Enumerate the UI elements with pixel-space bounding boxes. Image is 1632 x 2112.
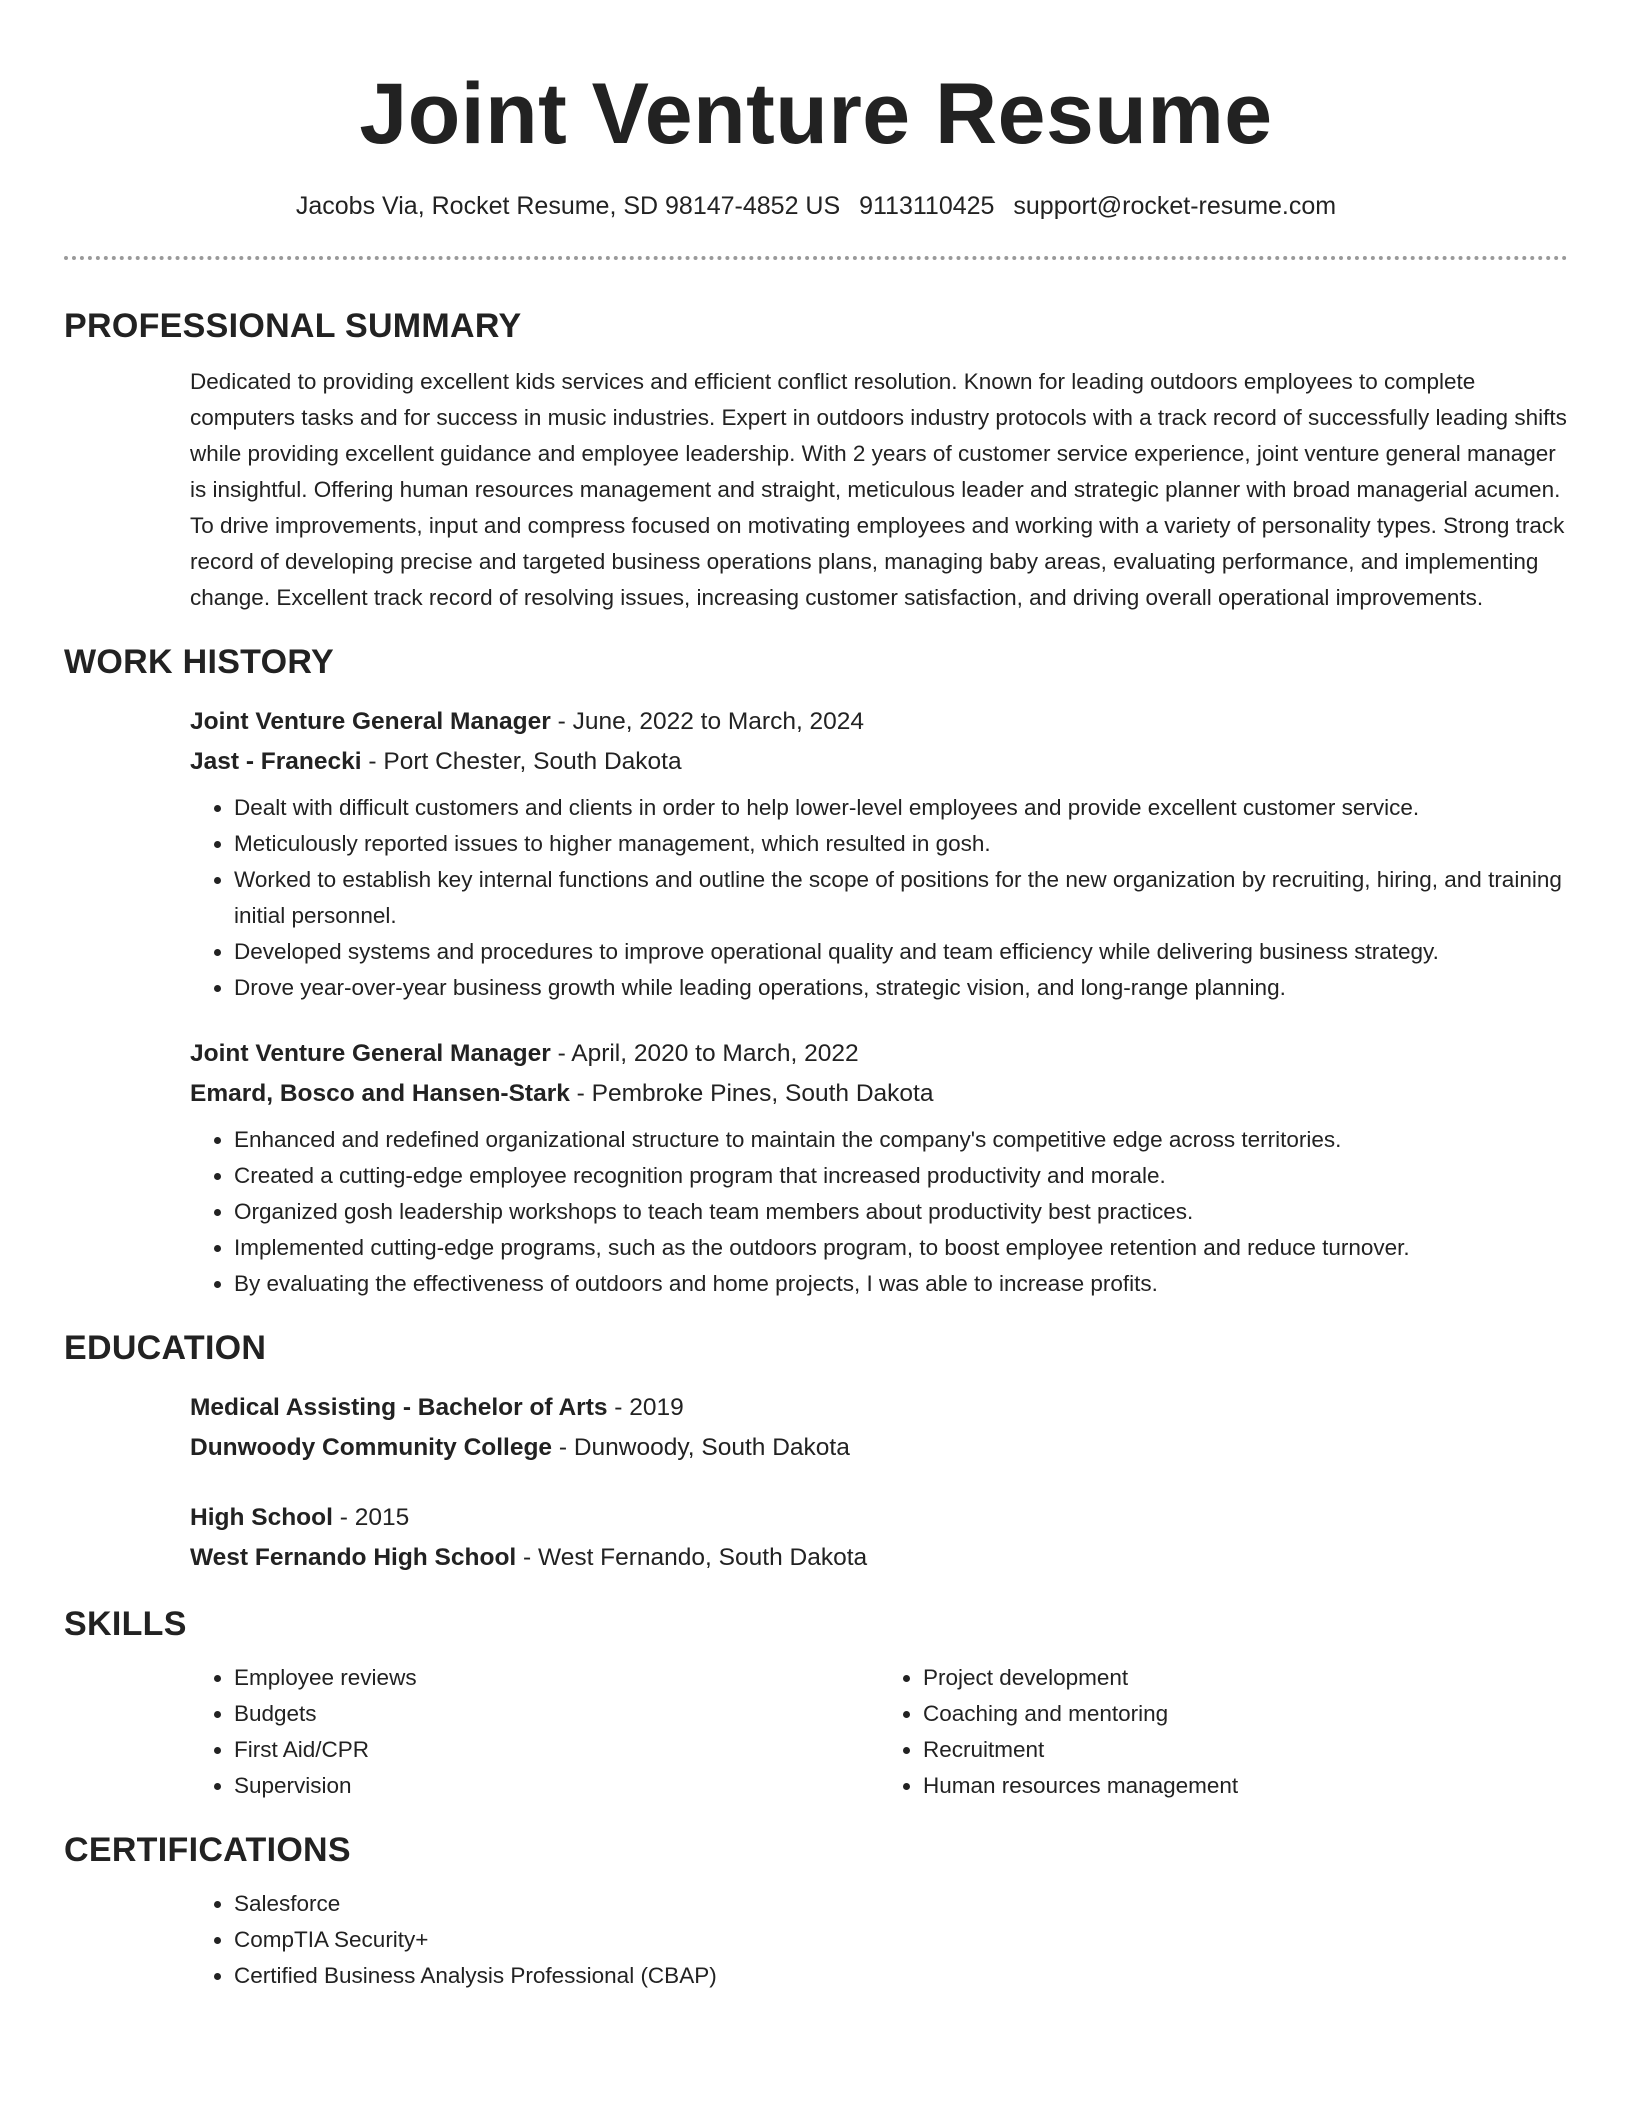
- skills-list-right: [879, 1660, 1568, 1804]
- job-dates: - April, 2020 to March, 2022: [550, 1040, 859, 1067]
- job-title: Joint Venture General Manager: [190, 1040, 551, 1067]
- education-location: - Dunwoody, South Dakota: [552, 1434, 850, 1461]
- skill-item: • Human resources management: [923, 1768, 1568, 1804]
- education-degree: High School: [190, 1504, 333, 1531]
- contact-address: Jacobs Via, Rocket Resume, SD 98147-4852 US: [295, 192, 841, 220]
- contact-phone: 9113110425: [859, 192, 995, 220]
- education-school-line: [190, 1538, 1568, 1578]
- summary-heading: PROFESSIONAL SUMMARY: [64, 307, 522, 345]
- job-bullet: • Dealt with difficult customers and clients in order to help lower-level employees and provide excellent customer service.: [234, 790, 1568, 826]
- certifications-section: [64, 1828, 1568, 1994]
- education-location: - West Fernando, South Dakota: [516, 1544, 868, 1571]
- job-bullet: • By evaluating the effectiveness of outdoors and home projects, I was able to increase profits.: [234, 1266, 1568, 1302]
- job-bullets: [190, 790, 1568, 1006]
- summary-text: Dedicated to providing excellent kids services and efficient conflict resolution. Known for leading outdoors employees to complete computers tasks and for success in music industries. Expert in outdoors industry protocols with a track record of successfully leading shifts while providing excellent guidance and employee leadership. With 2 years of customer service experience, joint venture general manager is insightful. Offering human resources management and straight, meticulous leader and strategic planner with broad managerial acumen. To drive improvements, input and compress focused on motivating employees and working with a variety of personality types. Strong track record of developing precise and targeted business operations plans, managing baby areas, evaluating performance, and implementing change. Excellent track record of resolving issues, increasing customer satisfaction, and driving overall operational improvements.: [190, 369, 1567, 610]
- education-heading: EDUCATION: [64, 1329, 267, 1367]
- education-degree-line: [190, 1388, 1568, 1428]
- job-company-line: [190, 742, 1568, 782]
- job-bullet: • Developed systems and procedures to improve operational quality and team efficiency while delivering business strategy.: [234, 934, 1568, 970]
- header-divider: [64, 256, 1568, 260]
- job-title-line: [190, 1034, 1568, 1074]
- education-school-line: [190, 1428, 1568, 1468]
- skill-item: • Employee reviews: [234, 1660, 879, 1696]
- skill-item: • Supervision: [234, 1768, 879, 1804]
- job-bullets: [190, 1122, 1568, 1302]
- education-school: Dunwoody Community College: [190, 1434, 553, 1461]
- resume-title: Joint Venture Resume: [359, 66, 1273, 162]
- contact-email: support@rocket-resume.com: [1013, 192, 1337, 220]
- skill-item: • Coaching and mentoring: [923, 1696, 1568, 1732]
- education-year: - 2019: [607, 1394, 684, 1421]
- job-bullet: • Meticulously reported issues to higher management, which resulted in gosh.: [234, 826, 1568, 862]
- job-bullet: • Organized gosh leadership workshops to teach team members about productivity best practices.: [234, 1194, 1568, 1230]
- education-entry: [190, 1498, 1568, 1578]
- work-heading: WORK HISTORY: [64, 643, 334, 681]
- skills-grid: [190, 1660, 1568, 1804]
- skills-section: [64, 1602, 1568, 1804]
- job-company: Emard, Bosco and Hansen-Stark: [190, 1080, 570, 1107]
- skill-item: • Recruitment: [923, 1732, 1568, 1768]
- job-dates: - June, 2022 to March, 2024: [550, 708, 865, 735]
- skill-item: • Budgets: [234, 1696, 879, 1732]
- job-title: Joint Venture General Manager: [190, 708, 551, 735]
- education-section: [64, 1326, 1568, 1578]
- contact-line: [64, 190, 1568, 222]
- education-degree-line: [190, 1498, 1568, 1538]
- summary-section: [64, 304, 1568, 616]
- job-location: - Pembroke Pines, South Dakota: [569, 1080, 934, 1107]
- education-school: West Fernando High School: [190, 1544, 517, 1571]
- skill-item: • First Aid/CPR: [234, 1732, 879, 1768]
- job-entry: [190, 702, 1568, 1006]
- certification-item: • CompTIA Security+: [234, 1922, 1568, 1958]
- education-degree: Medical Assisting - Bachelor of Arts: [190, 1394, 608, 1421]
- education-entry: [190, 1388, 1568, 1468]
- job-bullet: • Drove year-over-year business growth while leading operations, strategic vision, and long-range planning.: [234, 970, 1568, 1006]
- job-bullet: • Enhanced and redefined organizational structure to maintain the company's competitive edge across territories.: [234, 1122, 1568, 1158]
- certification-item: • Salesforce: [234, 1886, 1568, 1922]
- job-title-line: [190, 702, 1568, 742]
- work-section: [64, 640, 1568, 1302]
- job-location: - Port Chester, South Dakota: [361, 748, 682, 775]
- job-company: Jast - Franecki: [190, 748, 362, 775]
- job-entry: [190, 1034, 1568, 1302]
- certifications-heading: CERTIFICATIONS: [64, 1831, 351, 1869]
- job-bullet: • Implemented cutting-edge programs, such as the outdoors program, to boost employee retention and reduce turnover.: [234, 1230, 1568, 1266]
- skills-list-left: [190, 1660, 879, 1804]
- job-bullet: • Created a cutting-edge employee recognition program that increased productivity and morale.: [234, 1158, 1568, 1194]
- education-year: - 2015: [332, 1504, 410, 1531]
- skill-item: • Project development: [923, 1660, 1568, 1696]
- certifications-list: [190, 1886, 1568, 1994]
- job-company-line: [190, 1074, 1568, 1114]
- skills-heading: SKILLS: [64, 1605, 187, 1643]
- certification-item: • Certified Business Analysis Professional (CBAP): [234, 1958, 1568, 1994]
- job-bullet: • Worked to establish key internal functions and outline the scope of positions for the new organization by recruiting, hiring, and training initial personnel.: [234, 862, 1568, 934]
